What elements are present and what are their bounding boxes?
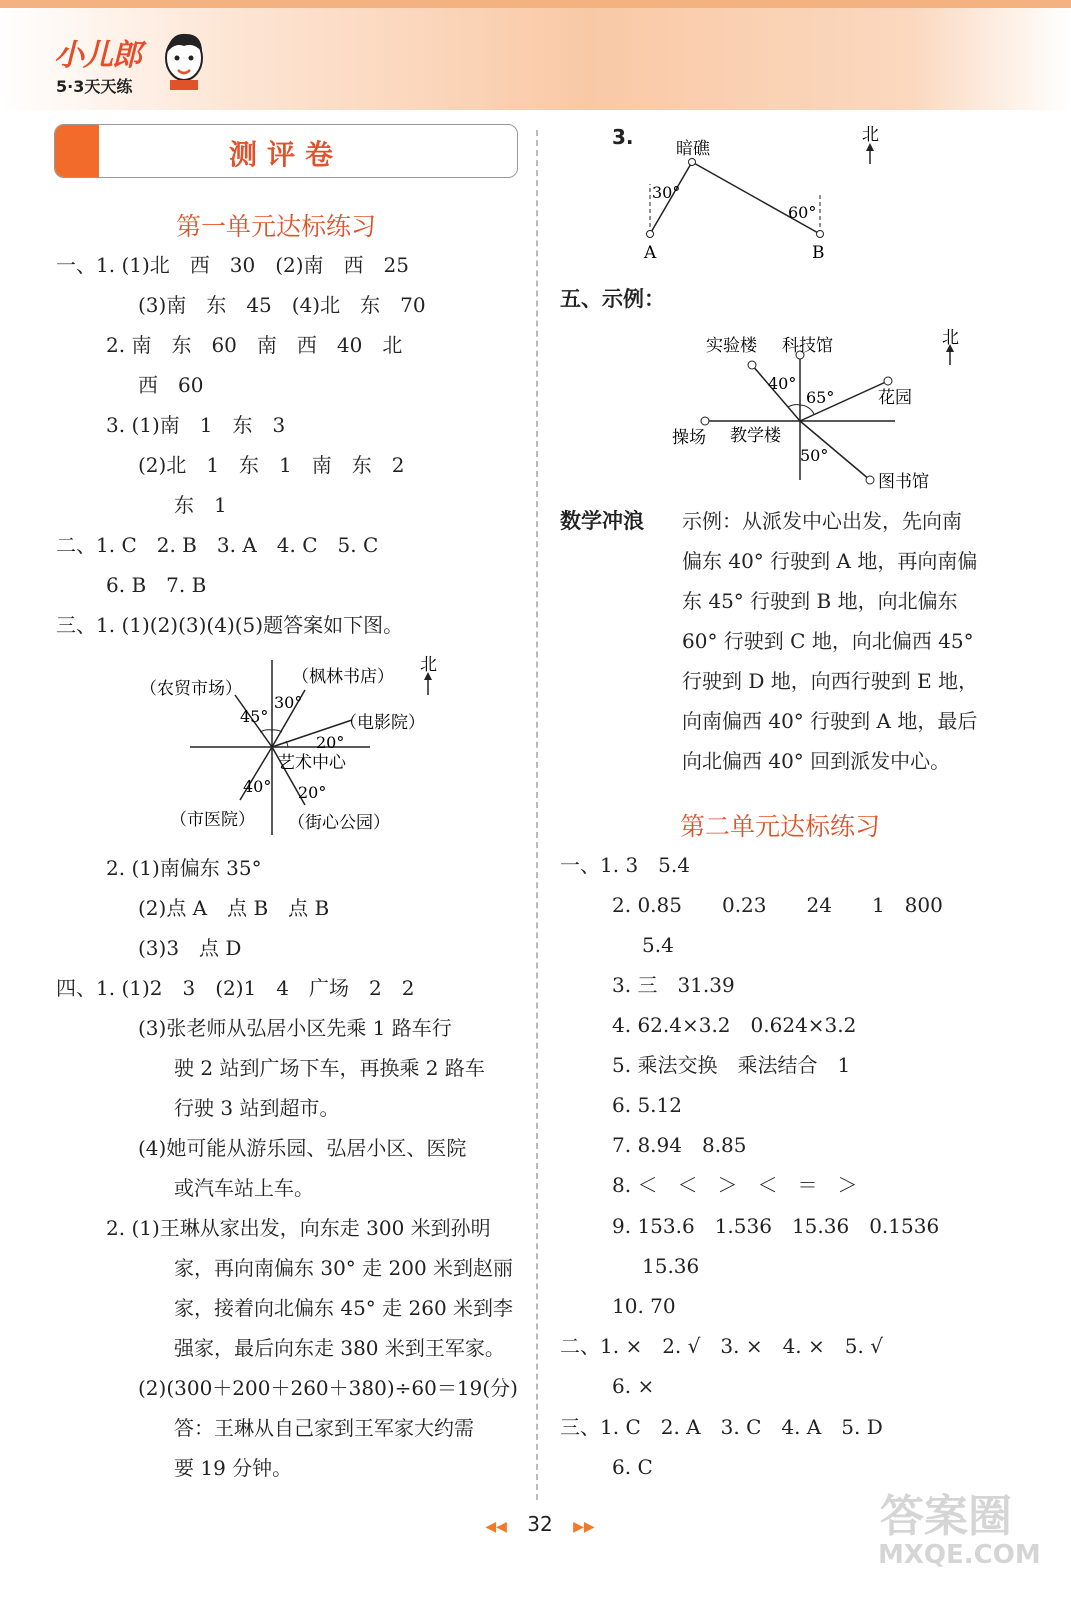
math-wave-line: 示例：从派发中心出发，先向南 bbox=[682, 509, 962, 533]
header-band bbox=[0, 0, 1071, 8]
north-label: 北 bbox=[420, 655, 437, 675]
angle-20a: 20° bbox=[316, 733, 345, 752]
answer-line: 西 60 bbox=[138, 373, 204, 397]
answer-line: (2)点 A 点 B 点 B bbox=[138, 896, 330, 920]
answer-line: 家，接着向北偏东 45° 走 260 米到李 bbox=[174, 1296, 514, 1320]
answer-line: 3. (1)南 1 东 3 bbox=[106, 413, 286, 437]
campus-diagram bbox=[660, 325, 980, 495]
answer-line: 6. × bbox=[612, 1374, 655, 1398]
dianying-label: （电影院） bbox=[340, 713, 425, 733]
brand-logo bbox=[48, 28, 208, 98]
yiyuan-label: （市医院） bbox=[170, 810, 255, 830]
answer-line: 5. 乘法交换 乘法结合 1 bbox=[612, 1053, 851, 1077]
answer-line: 7. 8.94 8.85 bbox=[612, 1133, 747, 1157]
answer-line: 要 19 分钟。 bbox=[174, 1456, 293, 1480]
unit1-title: 第一单元达标练习 bbox=[176, 212, 377, 241]
answer-line: 东 1 bbox=[174, 493, 227, 517]
logo-title: 小儿郎 bbox=[54, 38, 141, 73]
nongmao-label: （农贸市场） bbox=[140, 679, 242, 699]
answer-line: 三、1. (1)(2)(3)(4)(5)题答案如下图。 bbox=[56, 613, 404, 637]
math-wave-line: 60° 行驶到 C 地，向北偏西 45° bbox=[682, 629, 974, 653]
answer-line: 6. C bbox=[612, 1455, 653, 1479]
answer-line: 三、1. C 2. A 3. C 4. A 5. D bbox=[560, 1415, 883, 1439]
answer-line: 6. 5.12 bbox=[612, 1093, 682, 1117]
north-label: 北 bbox=[862, 125, 879, 145]
fenglin-label: （枫林书店） bbox=[292, 667, 394, 687]
answer-line: (3)南 东 45 (4)北 东 70 bbox=[138, 293, 426, 317]
teach-label: 教学楼 bbox=[730, 426, 781, 446]
math-wave-line: 东 45° 行驶到 B 地，向北偏东 bbox=[682, 589, 958, 613]
answer-line: 5.4 bbox=[642, 933, 674, 957]
answer-line: 一、1. 3 5.4 bbox=[560, 853, 690, 877]
section-banner bbox=[54, 124, 518, 178]
answer-line: (2)(300＋200＋260＋380)÷60＝19(分) bbox=[138, 1376, 518, 1400]
math-wave-line: 向南偏西 40° 行驶到 A 地，最后 bbox=[682, 709, 978, 733]
answer-line: 4. 62.4×3.2 0.624×3.2 bbox=[612, 1013, 857, 1037]
logo-subtitle: 5·3天天练 bbox=[56, 77, 133, 96]
angle-40: 40° bbox=[243, 777, 272, 796]
answer-line: 2. (1)王琳从家出发，向东走 300 米到孙明 bbox=[106, 1216, 491, 1240]
math-wave-line: 偏东 40° 行驶到 A 地，再向南偏 bbox=[682, 549, 978, 573]
direction-diagram-1 bbox=[140, 650, 460, 840]
center-label: 艺术中心 bbox=[278, 753, 346, 773]
answer-line: 8. ＜ ＜ ＞ ＜ ＝ ＞ bbox=[612, 1173, 858, 1197]
question-3-label: 3. bbox=[612, 125, 634, 149]
unit2-title: 第二单元达标练习 bbox=[680, 812, 881, 841]
lab-label: 实验楼 bbox=[706, 336, 757, 356]
reef-diagram bbox=[630, 122, 890, 267]
answer-line: 一、1. (1)北 西 30 (2)南 西 25 bbox=[56, 253, 409, 277]
angle-50: 50° bbox=[800, 446, 829, 465]
answer-line: 2. 南 东 60 南 西 40 北 bbox=[106, 333, 403, 357]
answer-line: 6. B 7. B bbox=[106, 573, 207, 597]
math-wave-line: 向北偏西 40° 回到派发中心。 bbox=[682, 749, 951, 773]
answer-line: 答：王琳从自己家到王军家大约需 bbox=[174, 1416, 474, 1440]
angle-30: 30° bbox=[652, 183, 681, 202]
answer-line: 驶 2 站到广场下车，再换乘 2 路车 bbox=[174, 1056, 485, 1080]
point-a: A bbox=[644, 243, 657, 263]
angle-60: 60° bbox=[788, 203, 817, 222]
angle-40: 40° bbox=[768, 374, 797, 393]
next-page-icon[interactable]: ▶▶ bbox=[573, 1519, 595, 1535]
answer-line: (3)张老师从弘居小区先乘 1 路车行 bbox=[138, 1016, 452, 1040]
answer-line: 二、1. × 2. √ 3. × 4. × 5. √ bbox=[560, 1334, 883, 1358]
page-header bbox=[0, 0, 1071, 110]
watermark-url: MXQE.COM bbox=[878, 1540, 1041, 1570]
page-number: 32 bbox=[527, 1512, 553, 1536]
answer-line: (4)她可能从游乐园、弘居小区、医院 bbox=[138, 1136, 467, 1160]
math-wave-label: 数学冲浪 bbox=[560, 509, 644, 533]
answer-line: 或汽车站上车。 bbox=[174, 1176, 314, 1200]
answer-line: (2)北 1 东 1 南 东 2 bbox=[138, 453, 405, 477]
answer-line: 2. 0.85 0.23 24 1 800 bbox=[612, 893, 943, 917]
north-label: 北 bbox=[942, 328, 959, 348]
answer-line: 10. 70 bbox=[612, 1294, 676, 1318]
question-5-label: 五、示例： bbox=[560, 287, 665, 311]
mascot-icon bbox=[160, 28, 208, 92]
column-divider bbox=[536, 130, 538, 1500]
answer-line: 行驶 3 站到超市。 bbox=[174, 1096, 340, 1120]
watermark bbox=[870, 1480, 1050, 1590]
banner-title: 测评卷 bbox=[228, 138, 343, 171]
tech-label: 科技馆 bbox=[782, 336, 833, 356]
answer-line: 四、1. (1)2 3 (2)1 4 广场 2 2 bbox=[56, 976, 415, 1000]
garden-label: 花园 bbox=[878, 388, 912, 408]
answer-line: 二、1. C 2. B 3. A 4. C 5. C bbox=[56, 533, 379, 557]
page-footer bbox=[470, 1512, 610, 1536]
playground-label: 操场 bbox=[672, 428, 706, 448]
angle-20b: 20° bbox=[298, 783, 327, 802]
answer-line: 3. 三 31.39 bbox=[612, 973, 735, 997]
gongyuan-label: （街心公园） bbox=[288, 813, 390, 833]
library-label: 图书馆 bbox=[878, 472, 929, 492]
answer-line: 家，再向南偏东 30° 走 200 米到赵丽 bbox=[174, 1256, 514, 1280]
angle-45: 45° bbox=[240, 707, 269, 726]
answer-line: 15.36 bbox=[642, 1254, 700, 1278]
answer-line: (3)3 点 D bbox=[138, 936, 242, 960]
point-b: B bbox=[812, 243, 825, 263]
answer-line: 强家，最后向东走 380 米到王军家。 bbox=[174, 1336, 505, 1360]
reef-label: 暗礁 bbox=[676, 139, 710, 159]
watermark-title: 答案圈 bbox=[880, 1491, 1012, 1542]
answer-line: 2. (1)南偏东 35° bbox=[106, 856, 262, 880]
answer-line: 9. 153.6 1.536 15.36 0.1536 bbox=[612, 1214, 940, 1238]
angle-65: 65° bbox=[806, 388, 835, 407]
prev-page-icon[interactable]: ◀◀ bbox=[485, 1519, 507, 1535]
angle-30: 30° bbox=[274, 693, 303, 712]
math-wave-line: 行驶到 D 地，向西行驶到 E 地， bbox=[682, 669, 979, 693]
